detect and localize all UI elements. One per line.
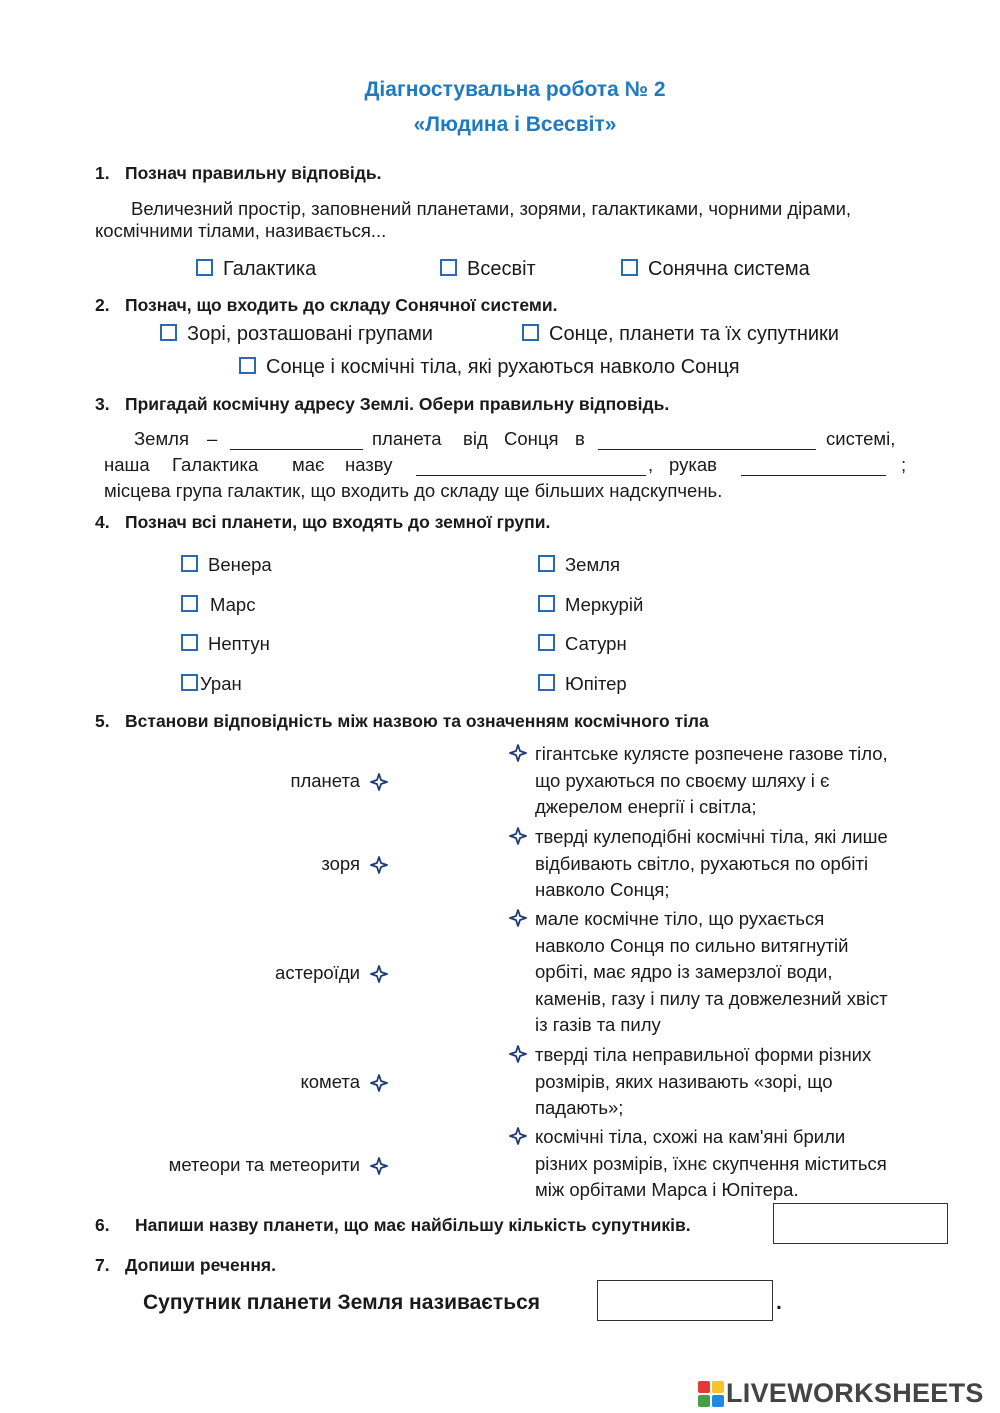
q4-option-neptun[interactable]	[181, 633, 270, 655]
q2-number: 2.	[95, 295, 110, 315]
q2-option-label: Сонце і космічні тіла, які рухаються навколо Сонця	[266, 356, 740, 378]
checkbox[interactable]	[538, 634, 555, 651]
q5-term-asteroyidy: астероїди	[275, 962, 360, 983]
q4-option-label: Сатурн	[565, 633, 627, 654]
q2-option-2[interactable]	[522, 323, 839, 346]
checkbox[interactable]	[181, 634, 198, 651]
q4-option-merkuriy[interactable]	[538, 594, 643, 616]
def-line: різних розмірів, їхнє скупчення міститься	[535, 1152, 887, 1174]
q3-blank-2[interactable]	[598, 449, 816, 450]
q3-word: в	[575, 428, 585, 449]
q4-option-yupiter[interactable]	[538, 673, 627, 695]
q4-heading	[95, 512, 550, 533]
q3-blank-3[interactable]	[416, 475, 646, 476]
def-line: відбивають світло, рухаються по орбіті	[535, 852, 869, 874]
def-line: навколо Сонця по сильно витягнутій	[535, 934, 849, 956]
q1-text-line-1: Величезний простір, заповнений планетами, зорями, галактиками, чорними дірами,	[131, 198, 852, 219]
q1-option-2[interactable]	[440, 258, 536, 281]
checkbox[interactable]	[160, 324, 177, 341]
q5-heading	[95, 711, 709, 732]
checkbox[interactable]	[181, 555, 198, 572]
q1-option-label: Галактика	[223, 258, 317, 280]
q2-option-label: Зорі, розташовані групами	[187, 323, 433, 345]
q3-word: рукав	[669, 454, 717, 475]
q5-definition-3	[535, 906, 935, 1039]
checkbox[interactable]	[538, 555, 555, 572]
q7-prompt: Допиши речення.	[125, 1255, 276, 1275]
connector-diamond-icon[interactable]	[370, 1157, 388, 1175]
q4-option-mars[interactable]	[181, 594, 255, 616]
q2-option-label: Сонце, планети та їх супутники	[549, 323, 839, 345]
q3-word: назву	[345, 454, 393, 475]
q1-heading	[95, 163, 382, 184]
q4-option-uran[interactable]	[181, 673, 242, 695]
q2-option-1[interactable]	[160, 323, 433, 346]
q3-line-3: місцева група галактик, що входить до складу ще більших надскупчень.	[104, 480, 723, 501]
q3-prompt: Пригадай космічну адресу Землі. Обери правильну відповідь.	[125, 394, 670, 414]
q5-prompt: Встанови відповідність між назвою та означенням космічного тіла	[125, 711, 709, 731]
q3-word: від	[463, 428, 488, 449]
def-line: тверді тіла неправильної форми різних	[535, 1044, 872, 1065]
connector-diamond-icon[interactable]	[370, 965, 388, 983]
def-line: розмірів, яких називають «зорі, що	[535, 1070, 833, 1092]
checkbox[interactable]	[239, 357, 256, 374]
q5-term-kometa: комета	[300, 1071, 360, 1092]
q4-number: 4.	[95, 512, 110, 532]
connector-diamond-icon[interactable]	[509, 1045, 527, 1063]
q3-word: ,	[648, 454, 654, 475]
q6-answer-input[interactable]	[773, 1203, 948, 1244]
def-line: що рухаються по своєму шляху і є	[535, 769, 830, 791]
q1-number: 1.	[95, 163, 110, 183]
def-line: навколо Сонця;	[535, 879, 670, 900]
q4-option-label: Марс	[210, 594, 256, 615]
q4-option-label: Земля	[565, 554, 620, 575]
q1-text-line-2: космічними тілами, називається...	[95, 220, 387, 241]
q1-option-label: Всесвіт	[467, 258, 536, 280]
liveworksheets-mark-icon	[698, 1381, 724, 1407]
q1-prompt: Познач правильну відповідь.	[125, 163, 382, 183]
checkbox[interactable]	[538, 595, 555, 612]
checkbox[interactable]	[196, 259, 213, 276]
q3-word: –	[207, 428, 218, 449]
q3-word: Галактика	[172, 454, 259, 475]
connector-diamond-icon[interactable]	[370, 856, 388, 874]
q2-prompt: Познач, що входить до складу Сонячної системи.	[125, 295, 558, 315]
q3-word: Земля	[134, 428, 189, 449]
q7-heading	[95, 1255, 276, 1276]
q5-definition-2	[535, 824, 935, 904]
q4-option-label: Меркурій	[565, 594, 644, 615]
connector-diamond-icon[interactable]	[370, 1074, 388, 1092]
title-line-2: «Людина і Всесвіт»	[413, 113, 617, 136]
q3-word: планета	[372, 428, 442, 449]
q3-word: системі,	[826, 428, 896, 449]
logo-text: LIVEWORKSHEETS	[726, 1378, 984, 1408]
def-line: мале космічне тіло, що рухається	[535, 908, 825, 929]
connector-diamond-icon[interactable]	[509, 1127, 527, 1145]
q5-definition-1	[535, 741, 935, 821]
q3-word: ;	[901, 454, 907, 475]
q4-option-label: Юпітер	[565, 673, 627, 694]
q5-definition-5	[535, 1124, 935, 1204]
q6-number: 6.	[95, 1215, 110, 1235]
q4-prompt: Познач всі планети, що входять до земної групи.	[125, 512, 551, 532]
def-line: із газів та пилу	[535, 1014, 661, 1035]
q3-blank-4[interactable]	[741, 475, 886, 476]
connector-diamond-icon[interactable]	[509, 827, 527, 845]
checkbox[interactable]	[181, 595, 198, 612]
def-line: падають»;	[535, 1097, 624, 1118]
def-line: гігантське кулясте розпечене газове тіло,	[535, 743, 888, 764]
checkbox[interactable]	[440, 259, 457, 276]
q1-option-label: Сонячна система	[648, 258, 810, 280]
def-line: орбіті, має ядро із замерзлої води,	[535, 961, 833, 982]
q5-number: 5.	[95, 711, 110, 731]
checkbox[interactable]	[181, 674, 198, 691]
q5-term-zorya: зоря	[321, 853, 360, 874]
q2-option-3[interactable]	[239, 356, 740, 379]
q2-heading	[95, 295, 557, 316]
q4-option-label: Венера	[208, 554, 272, 575]
q5-term-meteory: метеори та метеорити	[168, 1154, 360, 1175]
q7-number: 7.	[95, 1255, 110, 1275]
def-line: каменів, газу і пилу та довжелезний хвіст	[535, 987, 888, 1009]
q7-sentence-end: .	[776, 1291, 782, 1314]
q4-option-venera[interactable]	[181, 554, 272, 576]
def-line: між орбітами Марса і Юпітера.	[535, 1179, 799, 1200]
q4-option-saturn[interactable]	[538, 633, 627, 655]
q5-term-planeta: планета	[290, 770, 360, 791]
checkbox[interactable]	[522, 324, 539, 341]
checkbox[interactable]	[538, 674, 555, 691]
connector-diamond-icon[interactable]	[509, 909, 527, 927]
q6-prompt: Напиши назву планети, що має найбільшу кількість супутників.	[135, 1215, 691, 1235]
connector-diamond-icon[interactable]	[509, 744, 527, 762]
q1-option-3[interactable]	[621, 258, 810, 281]
q4-option-label: Нептун	[208, 633, 270, 654]
def-line: джерелом енергії і світла;	[535, 796, 757, 817]
q6-heading	[95, 1215, 691, 1236]
q7-answer-input[interactable]	[597, 1280, 773, 1321]
q5-definition-4	[535, 1042, 935, 1122]
connector-diamond-icon[interactable]	[370, 773, 388, 791]
def-line: космічні тіла, схожі на кам'яні брили	[535, 1126, 846, 1147]
q7-sentence: Супутник планети Земля називається	[143, 1291, 541, 1314]
q3-number: 3.	[95, 394, 110, 414]
q3-word: наша	[104, 454, 150, 475]
liveworksheets-logo	[698, 1378, 984, 1409]
q1-option-1[interactable]	[196, 258, 316, 281]
q4-option-label: Уран	[200, 673, 242, 694]
def-line: тверді кулеподібні космічні тіла, які лише	[535, 826, 888, 847]
q3-word: має	[292, 454, 325, 475]
title-line-1: Діагностувальна робота № 2	[364, 78, 666, 101]
q3-word: Сонця	[504, 428, 559, 449]
q3-heading	[95, 394, 669, 415]
q3-blank-1[interactable]	[230, 449, 363, 450]
checkbox[interactable]	[621, 259, 638, 276]
q4-option-zemlya[interactable]	[538, 554, 620, 576]
